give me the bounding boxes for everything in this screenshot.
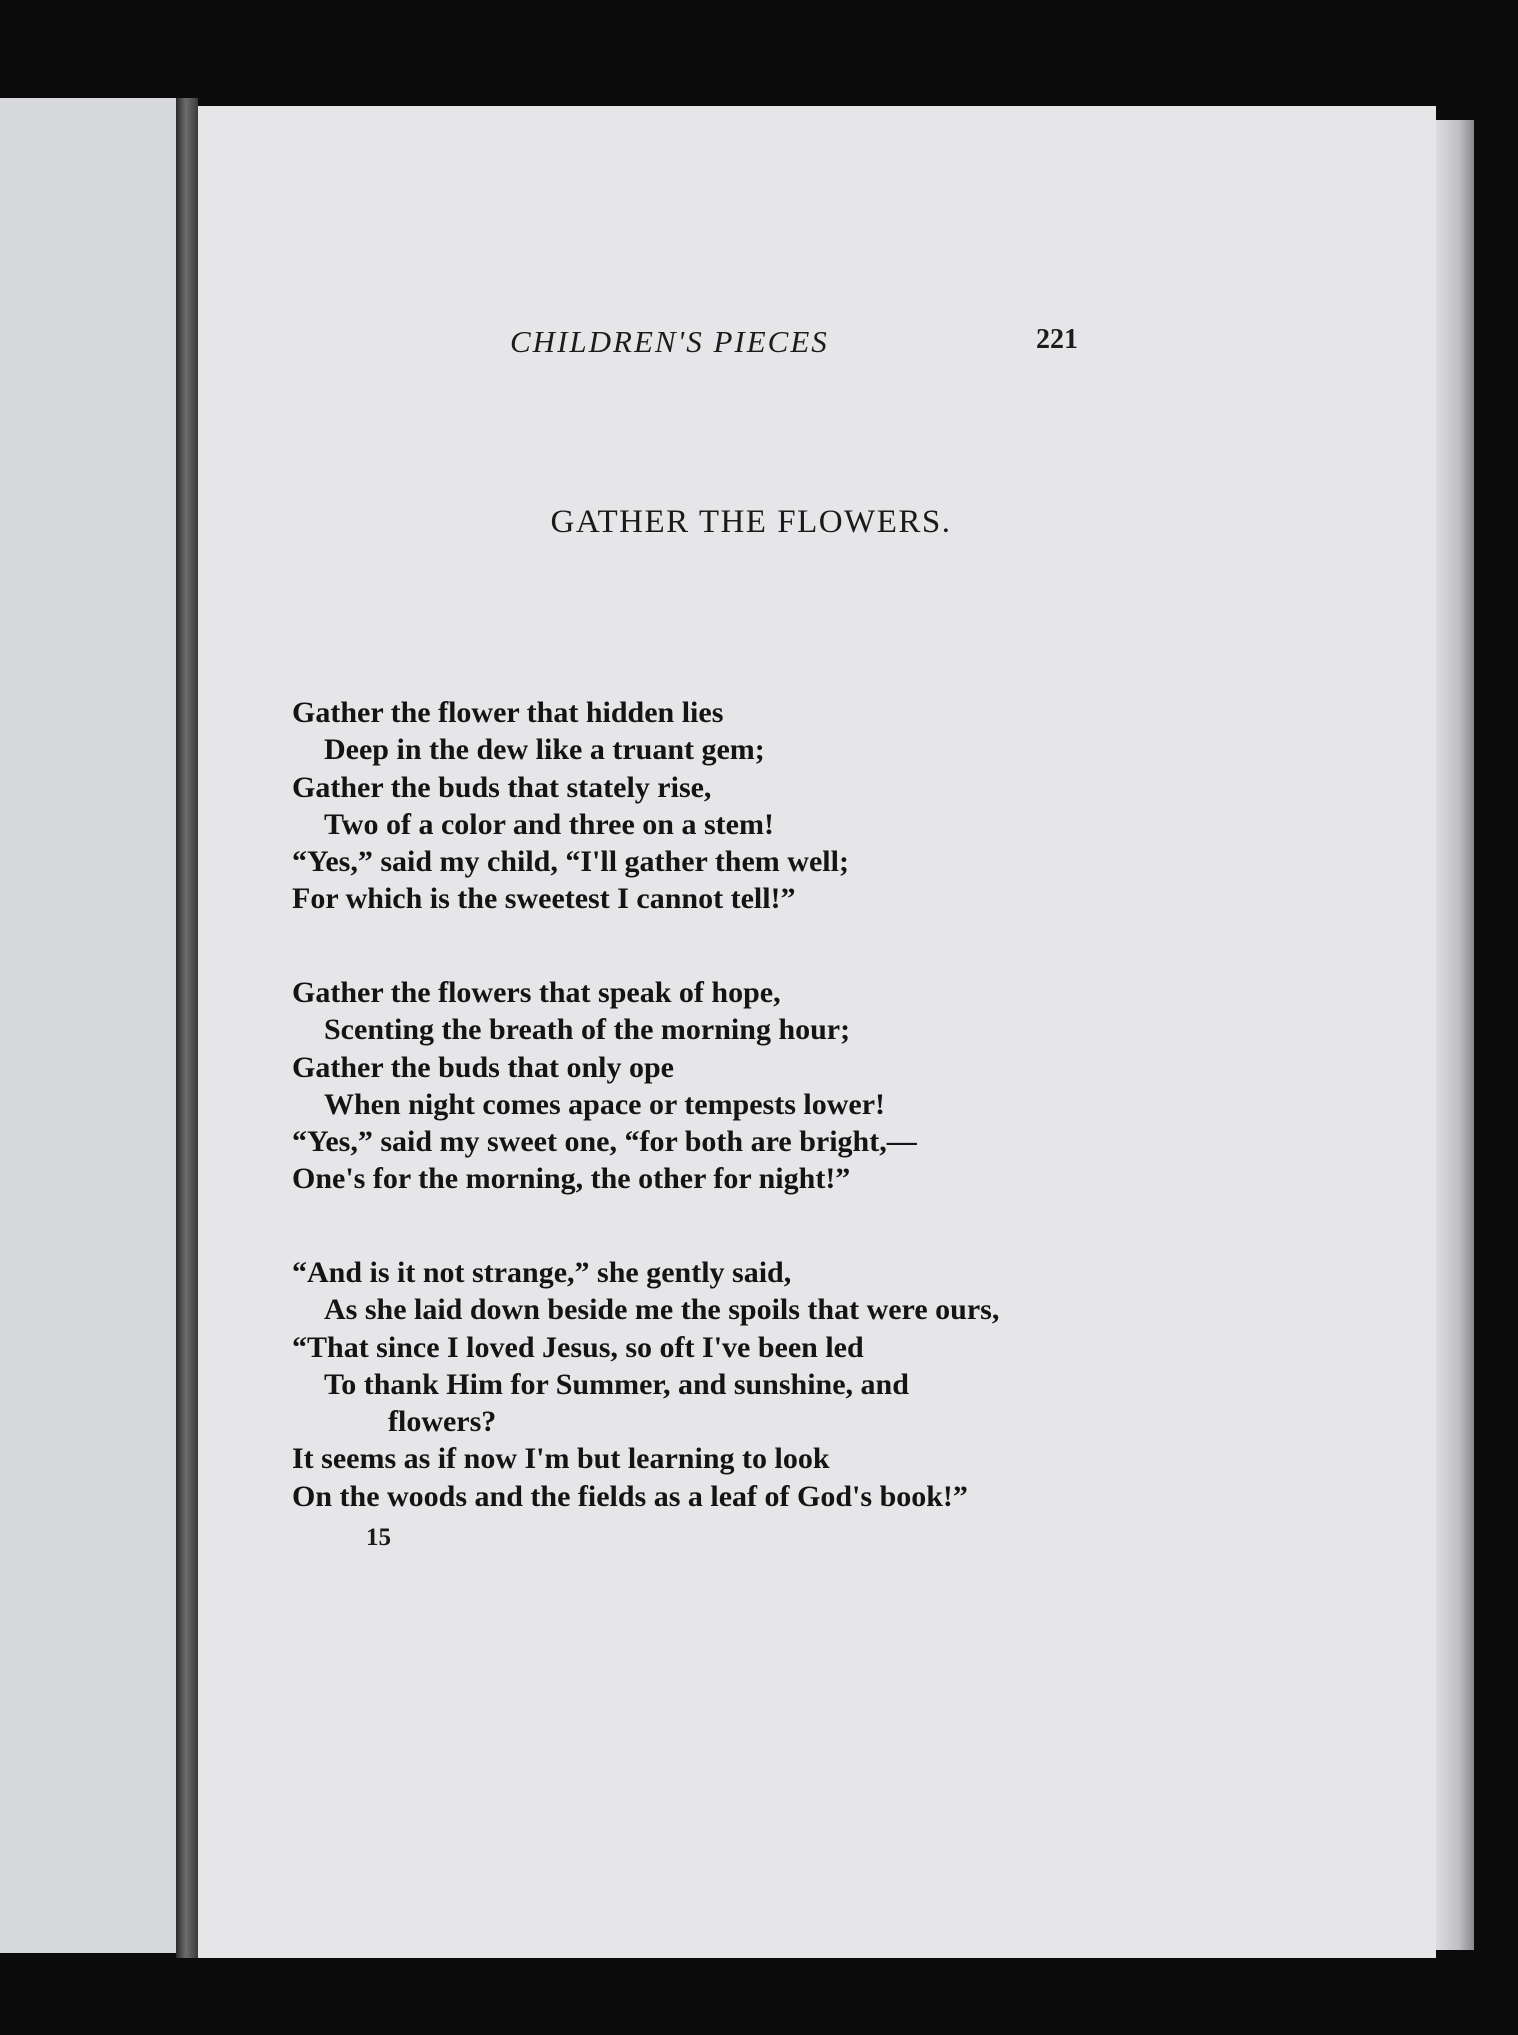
poem-line: “That since I loved Jesus, so oft I've been led	[292, 1330, 864, 1364]
page-number: 221	[1036, 324, 1078, 355]
poem-line: “Yes,” said my sweet one, “for both are bright,—	[292, 1125, 917, 1159]
poem-line: Gather the buds that only ope	[292, 1050, 675, 1084]
poem-title: GATHER THE FLOWERS.	[550, 504, 952, 540]
facing-page	[0, 98, 196, 1953]
poem-line: Gather the buds that stately rise,	[292, 770, 712, 804]
poem-line: When night comes apace or tempests lower!	[324, 1087, 886, 1121]
signature-mark: 15	[366, 1524, 391, 1551]
poem-line: As she laid down beside me the spoils that were ours,	[324, 1293, 1000, 1327]
stanza-2	[292, 974, 1112, 1198]
poem-line: To thank Him for Summer, and sunshine, and	[324, 1367, 909, 1401]
poem-line: “And is it not strange,” she gently said,	[292, 1256, 792, 1289]
poem-line: flowers?	[388, 1405, 497, 1439]
poem-line: One's for the morning, the other for night!”	[292, 1162, 851, 1196]
book-spine	[176, 98, 198, 1958]
poem-line: For which is the sweetest I cannot tell!”	[292, 882, 796, 916]
poem-line: On the woods and the fields as a leaf of God's book!”	[292, 1479, 968, 1513]
poem-line: Gather the flower that hidden lies	[292, 696, 724, 729]
running-title: CHILDREN'S PIECES	[510, 324, 829, 359]
poem-line: Two of a color and three on a stem!	[324, 807, 774, 841]
poem-line: It seems as if now I'm but learning to look	[292, 1442, 830, 1476]
poem-line: “Yes,” said my child, “I'll gather them well;	[292, 845, 849, 879]
poem-line: Gather the flowers that speak of hope,	[292, 976, 781, 1009]
stanza-3	[292, 1254, 1112, 1515]
page-edge	[1436, 120, 1474, 1950]
poem-line: Scenting the breath of the morning hour;	[324, 1013, 851, 1047]
stanza-1	[292, 694, 1112, 918]
poem-line: Deep in the dew like a truant gem;	[324, 733, 765, 767]
page-header	[198, 324, 1276, 364]
